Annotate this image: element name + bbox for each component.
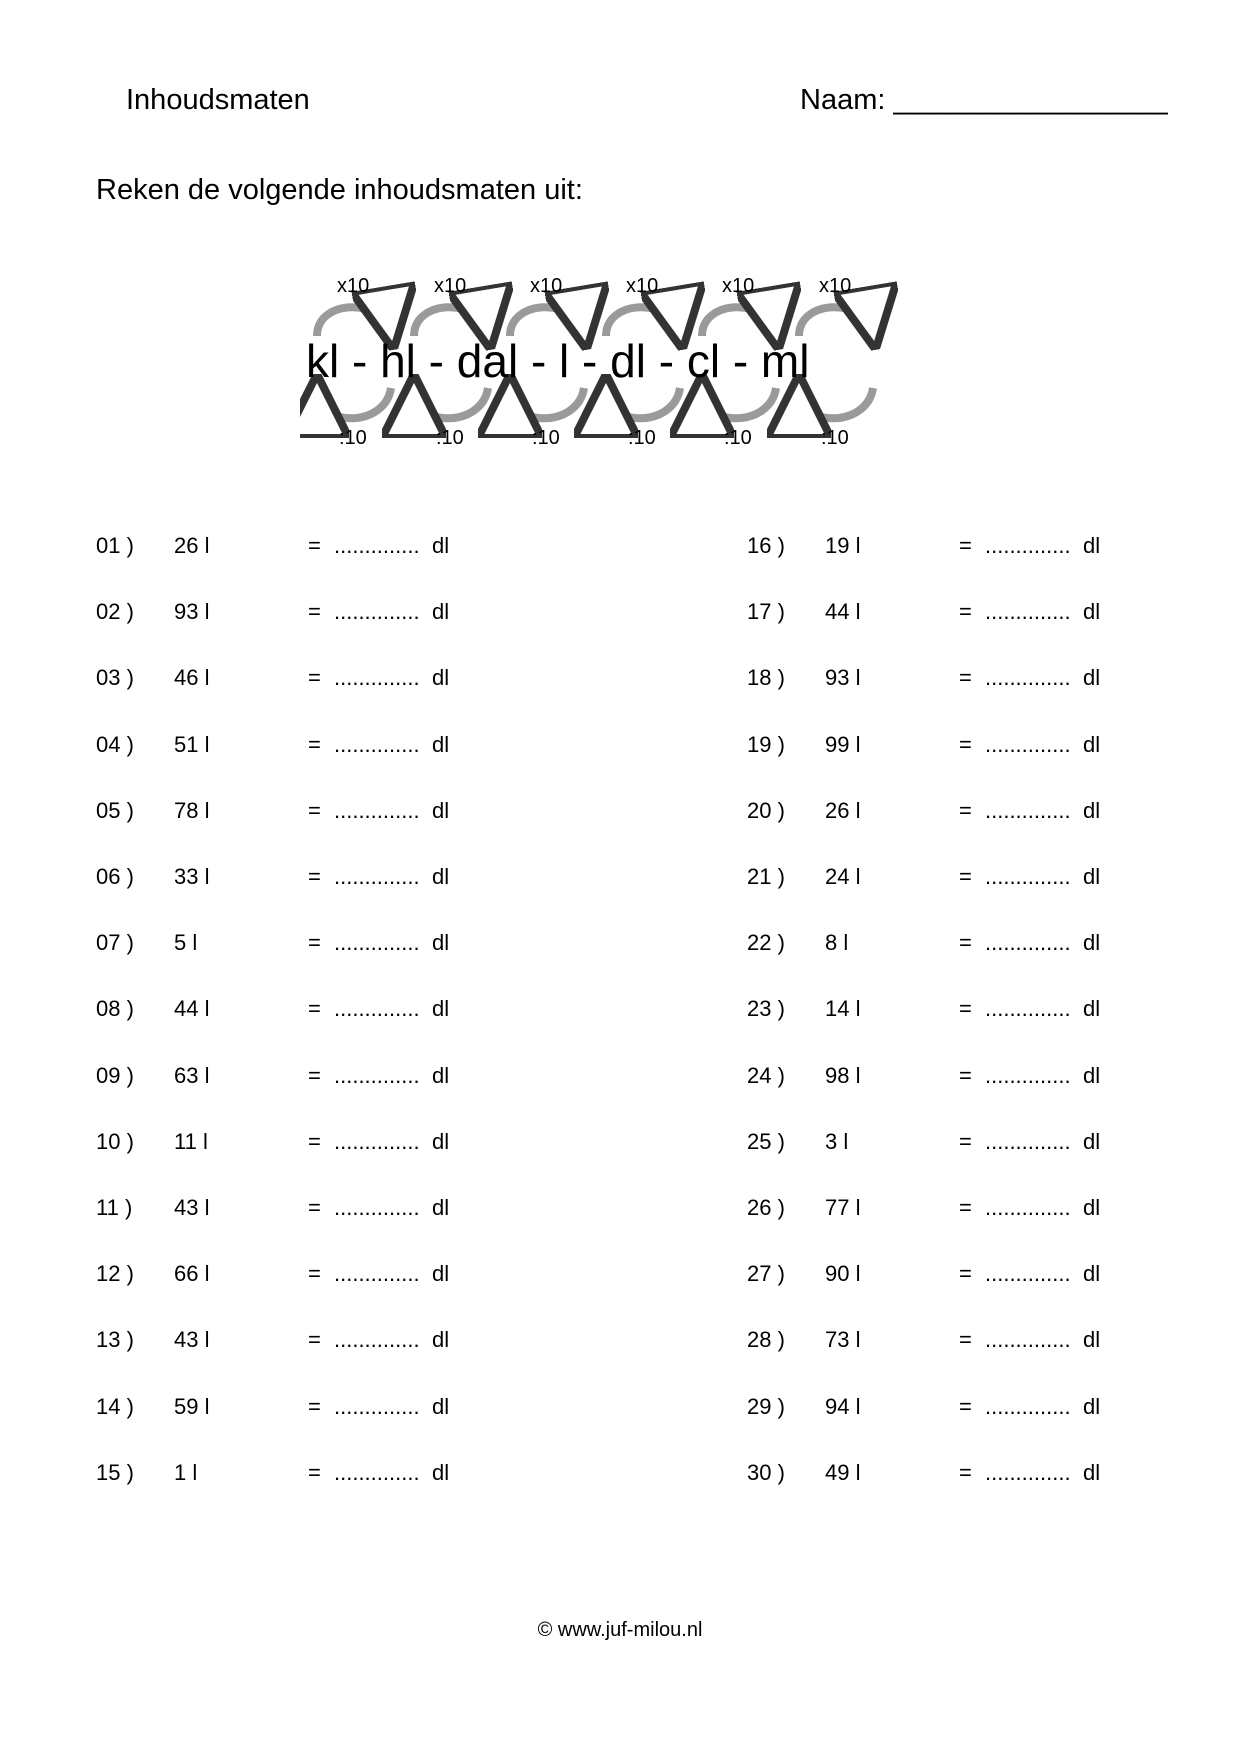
equals-sign: =	[308, 930, 321, 955]
equals-sign: =	[308, 1063, 321, 1088]
equals-sign: =	[959, 533, 972, 558]
equals-sign: =	[959, 1460, 972, 1485]
divide-label: :10	[724, 427, 752, 449]
target-unit: dl	[1083, 930, 1101, 955]
exercise-row	[747, 1063, 1147, 1091]
equals-sign: =	[959, 1063, 972, 1088]
exercise-value: 43 l	[174, 1195, 210, 1220]
exercise-row	[747, 1460, 1147, 1488]
exercise-row	[96, 864, 496, 892]
answer-blank[interactable]: ..............	[334, 930, 420, 955]
equals-sign: =	[308, 732, 321, 757]
target-unit: dl	[432, 1327, 450, 1352]
equals-sign: =	[959, 1129, 972, 1154]
equals-sign: =	[308, 1195, 321, 1220]
target-unit: dl	[432, 1063, 450, 1088]
target-unit: dl	[432, 864, 450, 889]
exercise-value: 59 l	[174, 1394, 210, 1419]
exercise-row	[96, 1063, 496, 1091]
multiply-arrow	[414, 307, 488, 336]
equals-sign: =	[308, 599, 321, 624]
equals-sign: =	[308, 798, 321, 823]
exercise-number: 25 )	[747, 1129, 785, 1154]
exercise-number: 13 )	[96, 1327, 134, 1352]
exercise-row	[96, 1195, 496, 1223]
exercise-number: 02 )	[96, 599, 134, 624]
multiply-arrow	[606, 307, 680, 336]
answer-blank[interactable]: ..............	[985, 1460, 1071, 1485]
exercise-row	[747, 996, 1147, 1024]
exercise-value: 49 l	[825, 1460, 861, 1485]
equals-sign: =	[959, 996, 972, 1021]
exercise-number: 20 )	[747, 798, 785, 823]
multiply-label: x10	[337, 275, 370, 297]
exercise-value: 8 l	[825, 930, 849, 955]
exercise-row	[96, 1261, 496, 1289]
equals-sign: =	[959, 1394, 972, 1419]
answer-blank[interactable]: ..............	[334, 1129, 420, 1154]
exercise-number: 17 )	[747, 599, 785, 624]
divide-arrow	[606, 388, 680, 418]
target-unit: dl	[432, 1129, 450, 1154]
exercise-value: 63 l	[174, 1063, 210, 1088]
target-unit: dl	[1083, 1195, 1101, 1220]
exercise-row	[96, 1129, 496, 1157]
target-unit: dl	[432, 798, 450, 823]
answer-blank[interactable]: ..............	[334, 1394, 420, 1419]
answer-blank[interactable]: ..............	[985, 798, 1071, 823]
equals-sign: =	[959, 665, 972, 690]
exercise-value: 3 l	[825, 1129, 849, 1154]
equals-sign: =	[959, 599, 972, 624]
equals-sign: =	[308, 1129, 321, 1154]
exercise-row	[96, 1460, 496, 1488]
target-unit: dl	[1083, 864, 1101, 889]
multiply-arrow	[702, 307, 776, 336]
exercise-number: 09 )	[96, 1063, 134, 1088]
exercise-row	[96, 665, 496, 693]
answer-blank[interactable]: ..............	[985, 533, 1071, 558]
exercise-number: 15 )	[96, 1460, 134, 1485]
exercise-number: 21 )	[747, 864, 785, 889]
exercise-value: 98 l	[825, 1063, 861, 1088]
equals-sign: =	[959, 732, 972, 757]
exercise-row	[747, 798, 1147, 826]
exercise-number: 27 )	[747, 1261, 785, 1286]
multiply-label: x10	[434, 275, 467, 297]
exercise-value: 43 l	[174, 1327, 210, 1352]
target-unit: dl	[1083, 1129, 1101, 1154]
multiply-arrow	[317, 307, 391, 336]
answer-blank[interactable]: ..............	[334, 1063, 420, 1088]
target-unit: dl	[432, 1261, 450, 1286]
target-unit: dl	[1083, 996, 1101, 1021]
exercise-row	[96, 1394, 496, 1422]
exercise-value: 93 l	[825, 665, 861, 690]
exercise-row	[747, 930, 1147, 958]
target-unit: dl	[432, 665, 450, 690]
exercise-number: 10 )	[96, 1129, 134, 1154]
unit-sequence: kl - hl - dal - l - dl - cl - ml	[306, 335, 810, 387]
target-unit: dl	[432, 732, 450, 757]
divide-arrow	[414, 388, 488, 418]
target-unit: dl	[1083, 1261, 1101, 1286]
equals-sign: =	[959, 1195, 972, 1220]
exercise-number: 06 )	[96, 864, 134, 889]
exercise-row	[96, 599, 496, 627]
exercise-value: 24 l	[825, 864, 861, 889]
target-unit: dl	[1083, 599, 1101, 624]
equals-sign: =	[959, 864, 972, 889]
exercise-value: 26 l	[174, 533, 210, 558]
exercise-number: 28 )	[747, 1327, 785, 1352]
exercise-row	[747, 864, 1147, 892]
exercise-row	[96, 732, 496, 760]
answer-blank[interactable]: ..............	[334, 1327, 420, 1352]
exercise-row	[747, 1261, 1147, 1289]
exercise-value: 90 l	[825, 1261, 861, 1286]
divide-label: :10	[339, 427, 367, 449]
exercise-value: 66 l	[174, 1261, 210, 1286]
multiply-arrow	[510, 307, 584, 336]
equals-sign: =	[308, 1394, 321, 1419]
exercise-number: 29 )	[747, 1394, 785, 1419]
exercise-value: 44 l	[174, 996, 210, 1021]
copyright-footer: © www.juf-milou.nl	[537, 1619, 703, 1641]
exercise-number: 30 )	[747, 1460, 785, 1485]
exercise-number: 26 )	[747, 1195, 785, 1220]
target-unit: dl	[432, 533, 450, 558]
exercise-row	[96, 533, 496, 561]
exercise-row	[747, 732, 1147, 760]
exercise-value: 33 l	[174, 864, 210, 889]
exercise-number: 04 )	[96, 732, 134, 757]
exercise-number: 22 )	[747, 930, 785, 955]
target-unit: dl	[1083, 798, 1101, 823]
exercise-number: 07 )	[96, 930, 134, 955]
answer-blank[interactable]: ..............	[334, 732, 420, 757]
equals-sign: =	[308, 665, 321, 690]
answer-blank[interactable]: ..............	[334, 599, 420, 624]
divide-arrow	[799, 388, 873, 418]
answer-blank[interactable]: ..............	[334, 1460, 420, 1485]
exercise-row	[96, 996, 496, 1024]
divide-arrow	[317, 388, 391, 418]
exercise-value: 11 l	[174, 1129, 208, 1154]
target-unit: dl	[1083, 1460, 1101, 1485]
target-unit: dl	[1083, 533, 1101, 558]
exercise-number: 24 )	[747, 1063, 785, 1088]
exercise-row	[747, 599, 1147, 627]
answer-blank[interactable]: ..............	[334, 1261, 420, 1286]
target-unit: dl	[432, 1460, 450, 1485]
unit-conversion-diagram	[300, 272, 940, 452]
answer-blank[interactable]: ..............	[985, 1063, 1071, 1088]
exercise-row	[96, 798, 496, 826]
exercise-number: 19 )	[747, 732, 785, 757]
equals-sign: =	[308, 996, 321, 1021]
exercise-value: 93 l	[174, 599, 210, 624]
answer-blank[interactable]: ..............	[985, 1394, 1071, 1419]
exercise-row	[747, 1394, 1147, 1422]
exercise-number: 01 )	[96, 533, 134, 558]
exercise-number: 16 )	[747, 533, 785, 558]
exercise-value: 77 l	[825, 1195, 861, 1220]
exercise-row	[747, 533, 1147, 561]
multiply-label: x10	[819, 275, 852, 297]
equals-sign: =	[959, 1261, 972, 1286]
target-unit: dl	[1083, 1394, 1101, 1419]
answer-blank[interactable]: ..............	[985, 996, 1071, 1021]
exercise-value: 19 l	[825, 533, 861, 558]
answer-blank[interactable]: ..............	[985, 599, 1071, 624]
exercise-row	[747, 1195, 1147, 1223]
exercise-number: 05 )	[96, 798, 134, 823]
equals-sign: =	[959, 798, 972, 823]
equals-sign: =	[308, 864, 321, 889]
answer-blank[interactable]: ..............	[334, 533, 420, 558]
answer-blank[interactable]: ..............	[334, 864, 420, 889]
answer-blank[interactable]: ..............	[985, 732, 1071, 757]
divide-label: :10	[821, 427, 849, 449]
exercise-number: 23 )	[747, 996, 785, 1021]
divide-label: :10	[436, 427, 464, 449]
target-unit: dl	[432, 1394, 450, 1419]
exercise-number: 03 )	[96, 665, 134, 690]
divide-arrow	[702, 388, 776, 418]
exercise-value: 73 l	[825, 1327, 861, 1352]
worksheet-title: Inhoudsmaten	[126, 84, 310, 116]
equals-sign: =	[959, 930, 972, 955]
exercise-number: 14 )	[96, 1394, 134, 1419]
exercise-row	[96, 930, 496, 958]
exercise-number: 11 )	[96, 1195, 133, 1220]
target-unit: dl	[432, 930, 450, 955]
target-unit: dl	[1083, 1327, 1101, 1352]
exercise-number: 18 )	[747, 665, 785, 690]
exercise-value: 46 l	[174, 665, 210, 690]
answer-blank[interactable]: ..............	[334, 1195, 420, 1220]
exercise-value: 14 l	[825, 996, 861, 1021]
exercise-value: 26 l	[825, 798, 861, 823]
equals-sign: =	[308, 1327, 321, 1352]
multiply-label: x10	[530, 275, 563, 297]
answer-blank[interactable]: ..............	[985, 864, 1071, 889]
answer-blank[interactable]: ..............	[985, 1261, 1071, 1286]
exercise-value: 44 l	[825, 599, 861, 624]
exercise-value: 99 l	[825, 732, 861, 757]
exercise-value: 78 l	[174, 798, 210, 823]
exercise-row	[747, 1129, 1147, 1157]
exercise-value: 1 l	[174, 1460, 198, 1485]
equals-sign: =	[308, 533, 321, 558]
target-unit: dl	[1083, 1063, 1101, 1088]
instruction-text: Reken de volgende inhoudsmaten uit:	[96, 174, 583, 206]
divide-arrow	[510, 388, 584, 418]
exercise-value: 5 l	[174, 930, 198, 955]
exercise-value: 51 l	[174, 732, 210, 757]
answer-blank[interactable]: ..............	[985, 1195, 1071, 1220]
multiply-arrow	[799, 307, 873, 336]
answer-blank[interactable]: ..............	[985, 930, 1071, 955]
divide-label: :10	[532, 427, 560, 449]
exercise-row	[747, 665, 1147, 693]
exercise-number: 08 )	[96, 996, 134, 1021]
answer-blank[interactable]: ..............	[985, 1327, 1071, 1352]
answer-blank[interactable]: ..............	[334, 996, 420, 1021]
name-field-label: Naam: _________________	[800, 84, 1168, 116]
exercise-row	[96, 1327, 496, 1355]
equals-sign: =	[959, 1327, 972, 1352]
multiply-label: x10	[626, 275, 659, 297]
target-unit: dl	[432, 599, 450, 624]
target-unit: dl	[432, 1195, 450, 1220]
equals-sign: =	[308, 1460, 321, 1485]
answer-blank[interactable]: ..............	[985, 1129, 1071, 1154]
target-unit: dl	[1083, 732, 1101, 757]
exercise-row	[747, 1327, 1147, 1355]
exercise-number: 12 )	[96, 1261, 134, 1286]
target-unit: dl	[1083, 665, 1101, 690]
answer-blank[interactable]: ..............	[985, 665, 1071, 690]
divide-label: :10	[628, 427, 656, 449]
target-unit: dl	[432, 996, 450, 1021]
exercise-value: 94 l	[825, 1394, 861, 1419]
equals-sign: =	[308, 1261, 321, 1286]
answer-blank[interactable]: ..............	[334, 798, 420, 823]
multiply-label: x10	[722, 275, 755, 297]
answer-blank[interactable]: ..............	[334, 665, 420, 690]
